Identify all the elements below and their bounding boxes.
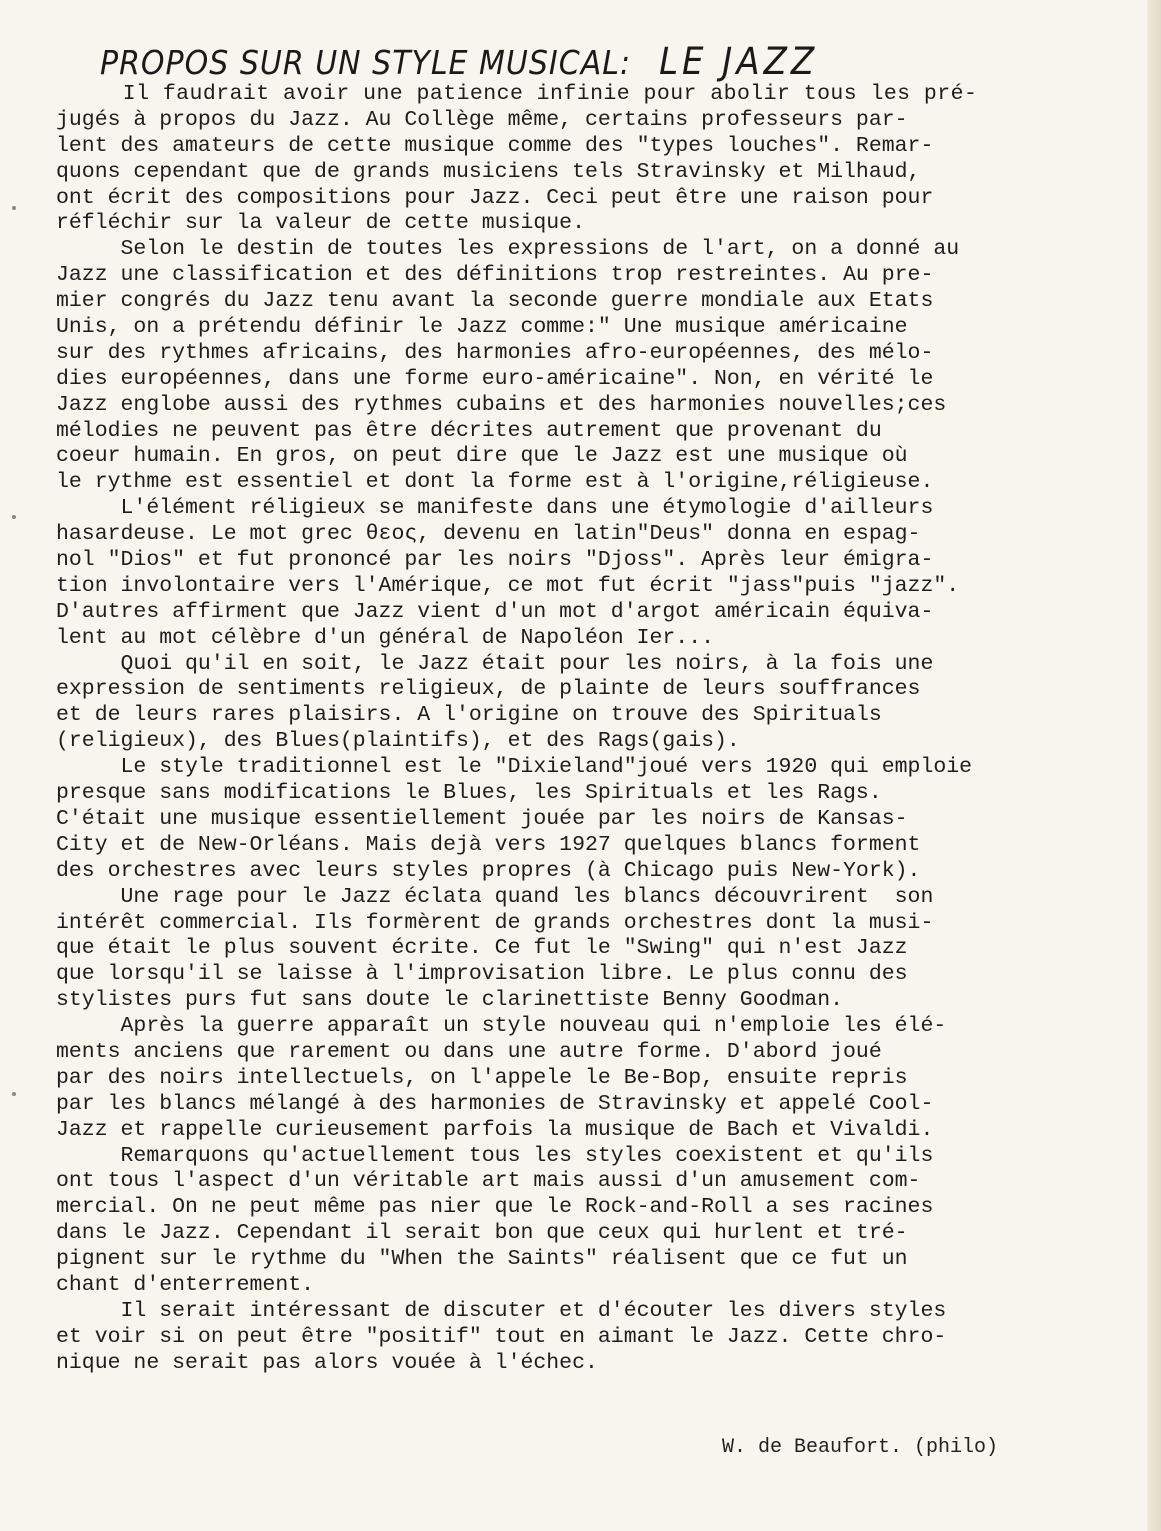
text-line: Jazz et rappelle curieusement parfois la musique de Bach et Vivaldi. [56, 1117, 934, 1142]
text-line: Il faudrait avoir une patience infinie pour abolir tous les pré- [56, 82, 978, 106]
text-line: pignent sur le rythme du "When the Saints" réalisent que ce fut un [56, 1247, 908, 1272]
text-line: Remarquons qu'actuellement tous les styles coexistent et qu'ils [56, 1143, 934, 1168]
text-line: réfléchir sur la valeur de cette musique. [56, 211, 585, 236]
text-line: coeur humain. En gros, on peut dire que le Jazz est une musique où [56, 444, 908, 469]
text-line: Quoi qu'il en soit, le Jazz était pour les noirs, à la fois une [56, 651, 934, 676]
text-line: intérêt commercial. Ils formèrent de grands orchestres dont la musi- [56, 910, 934, 935]
text-line: stylistes purs fut sans doute le clarinettiste Benny Goodman. [56, 988, 844, 1013]
text-line: Le style traditionnel est le "Dixieland"joué vers 1920 qui emploie [56, 755, 973, 780]
title-part-1: PROPOS SUR UN STYLE MUSICAL: [100, 44, 632, 83]
text-line: Une rage pour le Jazz éclata quand les blancs découvrirent son [56, 884, 934, 909]
text-line: tion involontaire vers l'Amérique, ce mot fut écrit "jass"puis "jazz". [56, 573, 960, 598]
text-line: lent des amateurs de cette musique comme des "types louches". Remar- [56, 133, 934, 158]
text-line: L'élément réligieux se manifeste dans une étymologie d'ailleurs [56, 496, 934, 521]
text-line: hasardeuse. Le mot grec θεος, devenu en latin"Deus" donna en espag- [56, 522, 921, 547]
text-line: le rythme est essentiel et dont la forme est à l'origine,réligieuse. [56, 470, 934, 495]
text-line: nol "Dios" et fut prononcé par les noirs "Djoss". Après leur émigra- [56, 548, 934, 573]
text-line: presque sans modifications le Blues, les Spirituals et les Rags. [56, 781, 882, 806]
text-line: jugés à propos du Jazz. Au Collège même, certains professeurs par- [56, 107, 908, 132]
text-line: D'autres affirment que Jazz vient d'un mot d'argot américain équiva- [56, 599, 934, 624]
text-line: et de leurs rares plaisirs. A l'origine on trouve des Spirituals [56, 703, 882, 728]
text-line: que était le plus souvent écrite. Ce fut le "Swing" qui n'est Jazz [56, 936, 908, 961]
text-line: expression de sentiments religieux, de plainte de leurs souffrances [56, 677, 921, 702]
paper-speck [12, 515, 16, 519]
article-body [56, 82, 1151, 1377]
text-line: mier congrés du Jazz tenu avant la seconde guerre mondiale aux Etats [56, 289, 934, 314]
text-line: Il serait intéressant de discuter et d'écouter les divers styles [56, 1298, 947, 1323]
text-line: que lorsqu'il se laisse à l'improvisation libre. Le plus connu des [56, 962, 908, 987]
text-line: ont écrit des compositions pour Jazz. Ceci peut être une raison pour [56, 185, 934, 210]
text-line: ont tous l'aspect d'un véritable art mais aussi d'un amusement com- [56, 1169, 921, 1194]
text-line: lent au mot célèbre d'un général de Napoléon Ier... [56, 625, 715, 650]
text-line: des orchestres avec leurs styles propres (à Chicago puis New-York). [56, 858, 921, 883]
paper-speck [12, 1092, 16, 1096]
text-line: dies européennes, dans une forme euro-américaine". Non, en vérité le [56, 366, 934, 391]
text-line: Après la guerre apparaît un style nouveau qui n'emploie les élé- [56, 1014, 947, 1039]
text-line: Unis, on a prétendu définir le Jazz comme:" Une musique américaine [56, 315, 908, 340]
text-line: mélodies ne peuvent pas être décrites autrement que provenant du [56, 418, 882, 443]
signature: W. de Beaufort. (philo) [722, 1436, 999, 1459]
text-line: ments anciens que rarement ou dans une autre forme. D'abord joué [56, 1039, 882, 1064]
text-line: mercial. On ne peut même pas nier que le Rock-and-Roll a ses racines [56, 1195, 934, 1220]
text-line: par les blancs mélangé à des harmonies de Stravinsky et appelé Cool- [56, 1091, 934, 1116]
text-line: sur des rythmes africains, des harmonies afro-européennes, des mélo- [56, 340, 934, 365]
text-line: Jazz englobe aussi des rythmes cubains et des harmonies nouvelles;ces [56, 392, 947, 417]
text-line: C'était une musique essentiellement jouée par les noirs de Kansas- [56, 806, 908, 831]
text-line: et voir si on peut être "positif" tout en aimant le Jazz. Cette chro- [56, 1324, 947, 1349]
text-line: Selon le destin de toutes les expressions de l'art, on a donné au [56, 237, 960, 262]
title-part-2: LE JAZZ [659, 40, 819, 84]
article-title [100, 40, 818, 84]
text-line: City et de New-Orléans. Mais dejà vers 1927 quelques blancs forment [56, 832, 921, 857]
text-line: Jazz une classification et des définitions trop restreintes. Au pre- [56, 263, 934, 288]
text-line: chant d'enterrement. [56, 1272, 315, 1297]
text-line: nique ne serait pas alors vouée à l'échec. [56, 1350, 598, 1375]
text-line: par des noirs intellectuels, on l'appele le Be-Bop, ensuite repris [56, 1065, 908, 1090]
text-line: quons cependant que de grands musiciens tels Stravinsky et Milhaud, [56, 159, 921, 184]
paper-speck [12, 206, 16, 210]
text-line: dans le Jazz. Cependant il serait bon que ceux qui hurlent et tré- [56, 1221, 908, 1246]
text-line: (religieux), des Blues(plaintifs), et des Rags(gais). [56, 729, 740, 754]
